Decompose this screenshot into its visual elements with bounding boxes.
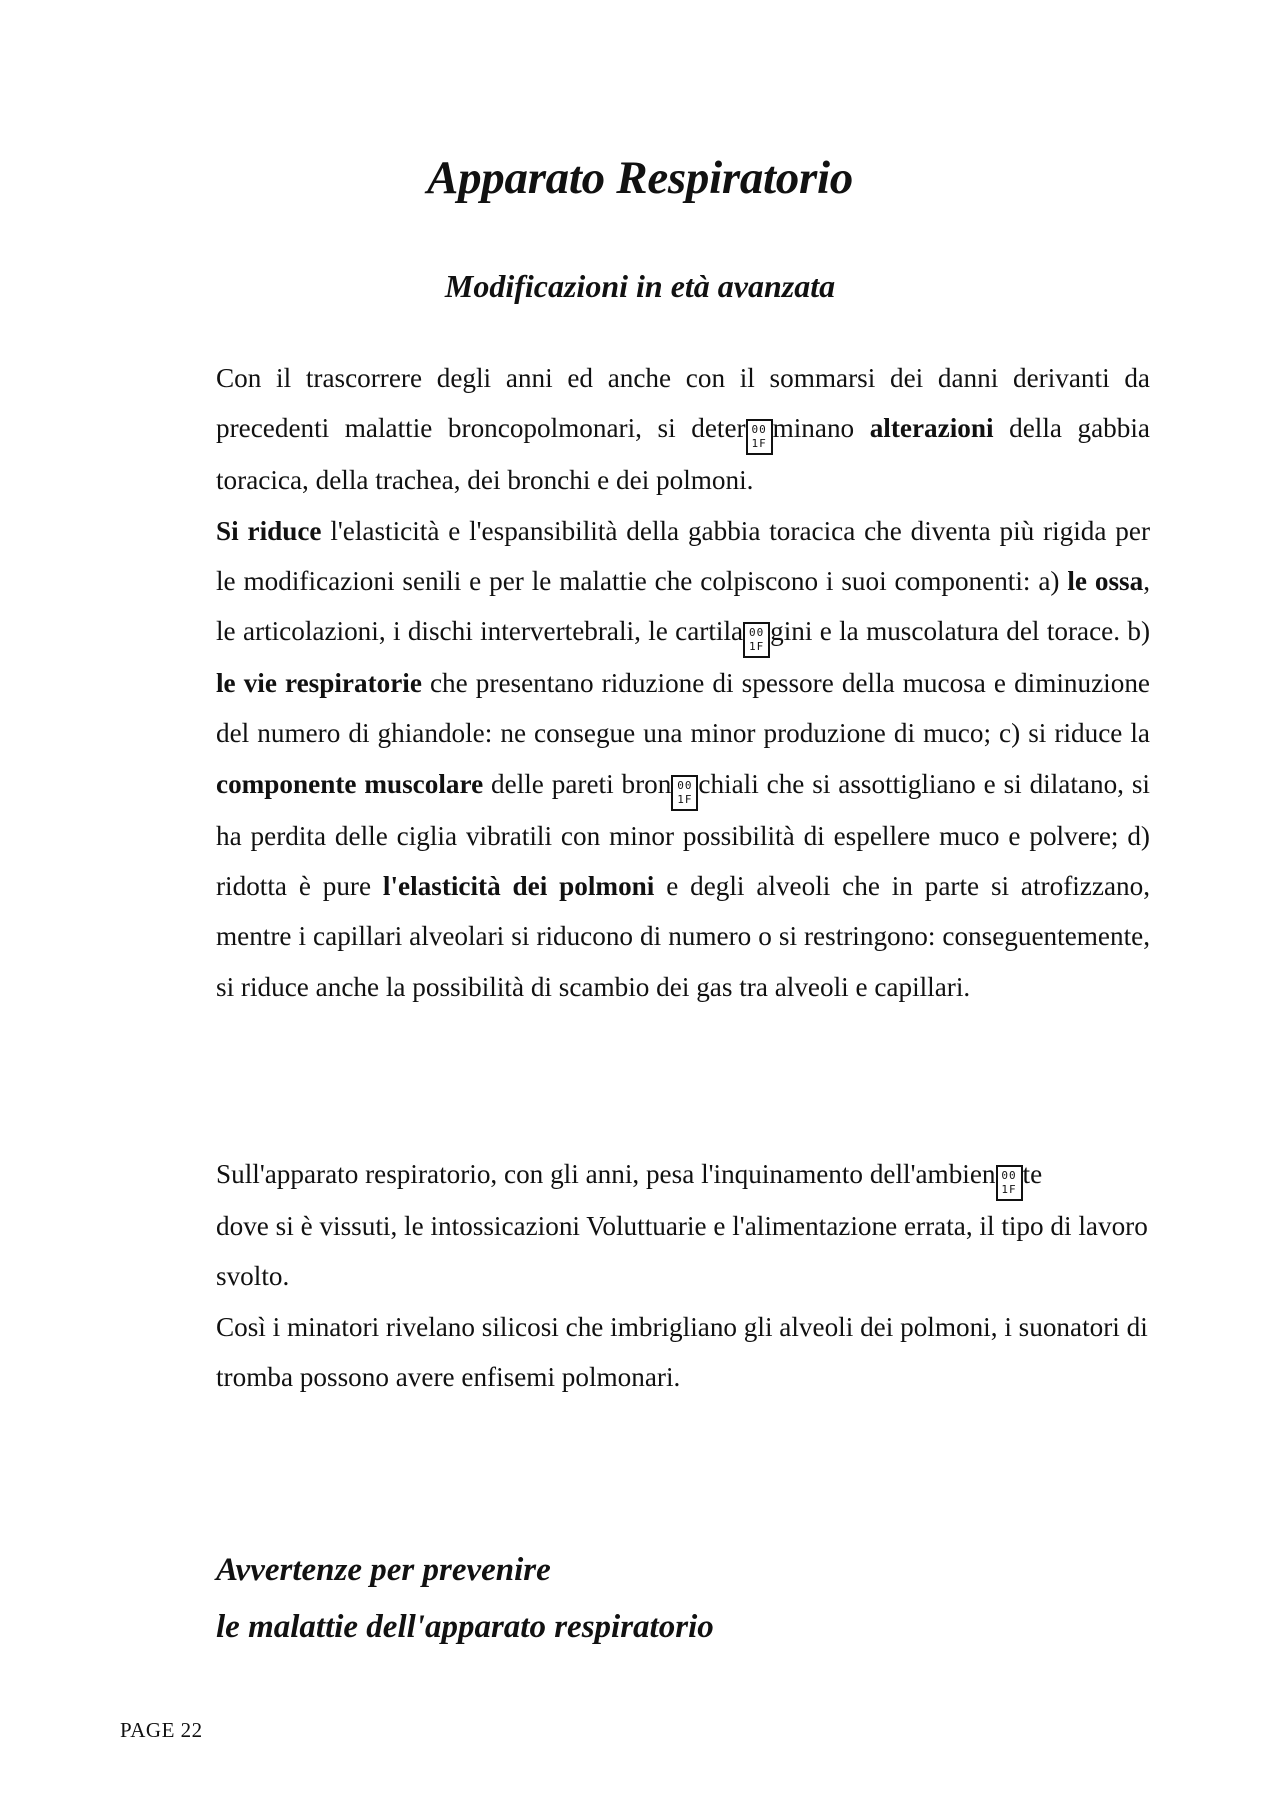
advice-heading-line-1: Avvertenze per prevenire bbox=[216, 1552, 551, 1588]
text-run: chiali che si assottigliano e si dilatano, si ha perdita delle ciglia vibratili con minor possibilità di espellere muco e polvere; d) ridotta è pure bbox=[216, 768, 1150, 902]
text-run: te bbox=[1022, 1159, 1043, 1189]
page-number: PAGE 22 bbox=[120, 1718, 203, 1742]
section-subtitle: Modificazioni in età avanzata bbox=[444, 268, 836, 304]
missing-glyph-icon bbox=[743, 622, 770, 658]
glyph-code-top: 00 bbox=[751, 423, 767, 437]
glyph-code-top: 00 bbox=[1001, 1169, 1017, 1182]
bold-term-si-riduce: Si riduce bbox=[216, 515, 322, 546]
glyph-code-bottom: 1F bbox=[677, 792, 693, 806]
missing-glyph-icon bbox=[746, 419, 773, 455]
text-run: della gabbia toracica, della trachea, dei bronchi e dei polmoni. bbox=[216, 413, 1150, 496]
text-run: Sull'apparato respiratorio, con gli anni, pesa l'inquinamento dell'ambien bbox=[216, 1159, 996, 1189]
text-run: gini e la muscolatura del torace. b) bbox=[770, 616, 1150, 647]
missing-glyph-icon bbox=[996, 1165, 1023, 1201]
bold-term-elasticita-polmoni: l'elasticità dei polmoni bbox=[382, 871, 655, 902]
text-run: minano bbox=[772, 413, 870, 444]
text-run: che presentano riduzione di spessore della mucosa e diminuzione del numero di ghiandole: ne consegue una minor produzione di muco; c) si riduce la bbox=[216, 668, 1150, 749]
glyph-code-bottom: 1F bbox=[1001, 1183, 1017, 1196]
missing-glyph-icon bbox=[671, 775, 698, 811]
bold-term-vie-respiratorie: le vie respiratorie bbox=[216, 668, 422, 699]
text-run: Con il trascorrere degli anni ed anche con il sommarsi dei danni derivanti da precedenti malattie broncopolmonari, si deter bbox=[216, 363, 1150, 444]
glyph-code-bottom: 1F bbox=[751, 437, 767, 451]
body-paragraph-1 bbox=[216, 353, 1150, 1012]
bold-term-componente-muscolare: componente muscolare bbox=[216, 768, 484, 799]
text-run: l'elasticità e l'espansibilità della gabbia toracica che diventa più rigida per le modificazioni senili e per le malattie che colpiscono i suoi componenti: a) bbox=[216, 515, 1150, 596]
text-run: delle pareti bron bbox=[483, 768, 672, 799]
body-paragraph-2 bbox=[216, 1149, 1150, 1402]
text-run: , le articolazioni, i dischi intervertebrali, le cartila bbox=[216, 565, 1151, 647]
advice-heading bbox=[216, 1542, 1150, 1656]
bold-term-le-ossa: le ossa bbox=[1067, 565, 1144, 596]
glyph-code-bottom: 1F bbox=[748, 640, 765, 654]
advice-heading-line-2: le malattie dell'apparato respiratorio bbox=[216, 1609, 714, 1645]
bold-term-alterazioni: alterazioni bbox=[869, 413, 994, 444]
page-title: Apparato Respiratorio bbox=[427, 152, 853, 204]
glyph-code-top: 00 bbox=[748, 626, 765, 640]
text-run: Così i minatori rivelano silicosi che imbrigliano gli alveoli dei polmoni, i suonatori di tromba possono avere enfisemi polmonari. bbox=[216, 1311, 1148, 1392]
text-run: e degli alveoli che in parte si atrofizzano, mentre i capillari alveolari si riducono di numero o si restringono: conseguentemente, si riduce anche la possibilità di scambio dei gas tra alveoli e capillari. bbox=[216, 871, 1150, 1002]
glyph-code-top: 00 bbox=[677, 778, 693, 792]
text-run: dove si è vissuti, le intossicazioni Voluttuarie e l'alimentazione errata, il tipo di lavoro svolto. bbox=[216, 1211, 1148, 1292]
